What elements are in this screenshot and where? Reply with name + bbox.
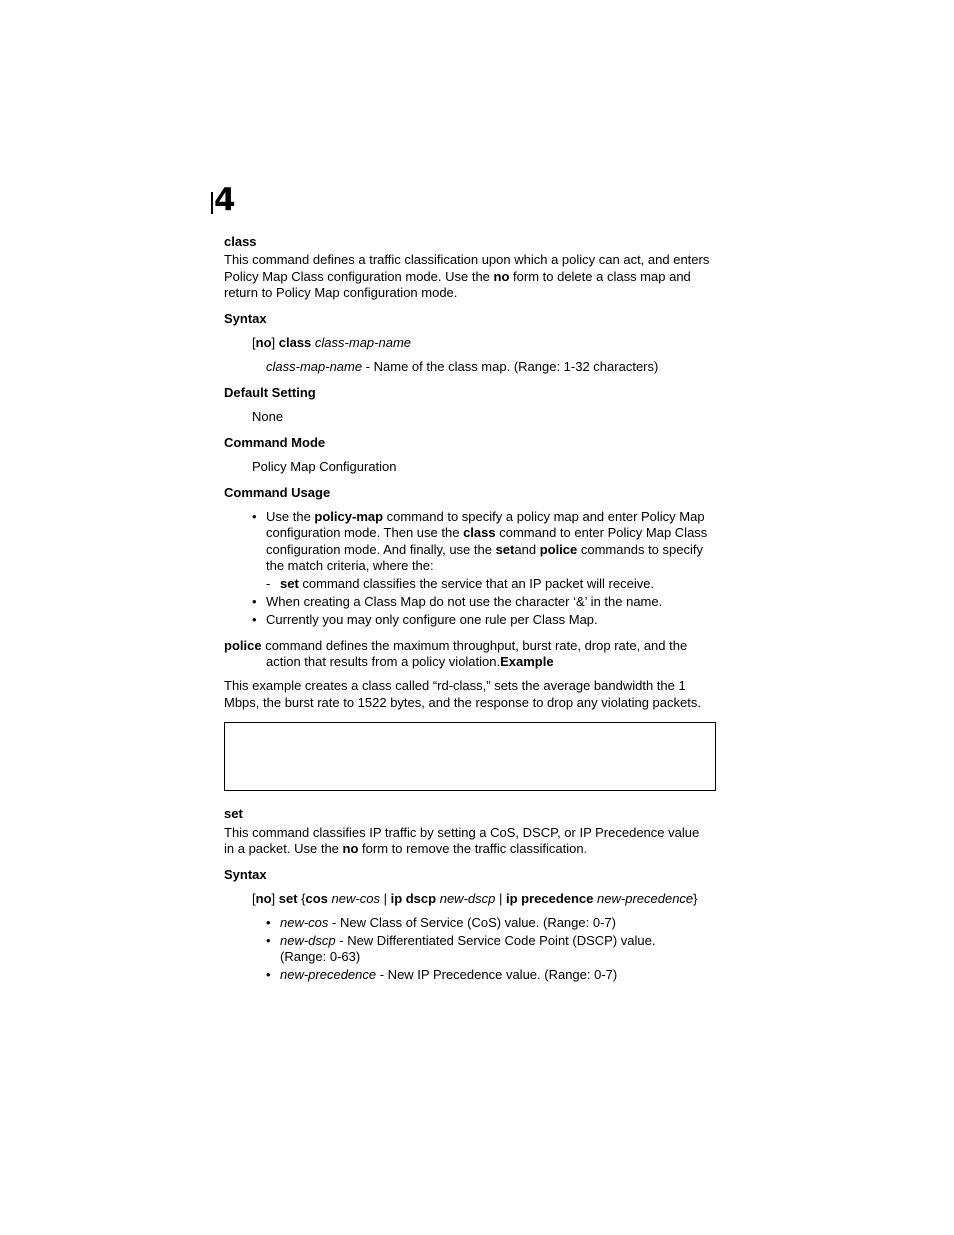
usage-item-1-line-2: configuration mode. Then use the class command to enter Policy Map Class <box>266 525 708 540</box>
default-setting-value: None <box>252 409 284 424</box>
usage-bullet-2: • <box>252 594 257 609</box>
class-syntax-heading: Syntax <box>224 311 267 326</box>
usage-item-1-line-1: Use the policy-map command to specify a policy map and enter Policy Map <box>266 509 705 524</box>
chapter-number: 4 <box>214 182 235 218</box>
usage-item-3: Currently you may only configure one rule per Class Map. <box>266 612 598 627</box>
set-syntax-heading: Syntax <box>224 867 267 882</box>
police-line-2: action that results from a policy violation.Example <box>266 654 554 669</box>
example-line-1: This example creates a class called “rd-class,” sets the average bandwidth the 1 <box>224 678 686 693</box>
set-heading: set <box>224 806 243 821</box>
set-param-new-cos: new-cos - New Class of Service (CoS) value. (Range: 0-7) <box>280 915 616 930</box>
class-desc-line-1: This command defines a traffic classification upon which a policy can act, and enters <box>224 252 710 267</box>
set-param-new-dscp: new-dscp - New Differentiated Service Code Point (DSCP) value. <box>280 933 656 948</box>
command-usage-heading: Command Usage <box>224 485 331 500</box>
class-syntax-line: [no] class class-map-name <box>252 335 412 350</box>
chapter-bar <box>211 192 213 214</box>
set-param-new-dscp-range: (Range: 0-63) <box>280 949 361 964</box>
usage-bullet-1: • <box>252 509 257 524</box>
example-line-2: Mbps, the burst rate to 1522 bytes, and the response to drop any violating packets. <box>224 695 701 710</box>
usage-sub-dash: - <box>266 576 271 591</box>
example-code-box <box>224 722 716 791</box>
usage-item-1-line-3: configuration mode. And finally, use the setand police commands to specify <box>266 542 703 557</box>
class-desc-line-2: Policy Map Class configuration mode. Use the no form to delete a class map and <box>224 269 691 284</box>
set-param-bullet-1: • <box>266 915 271 930</box>
set-param-bullet-2: • <box>266 933 271 948</box>
set-param-bullet-3: • <box>266 967 271 982</box>
chapter-marker <box>211 182 239 218</box>
usage-bullet-3: • <box>252 612 257 627</box>
class-heading: class <box>224 234 257 249</box>
set-desc-line-1: This command classifies IP traffic by setting a CoS, DSCP, or IP Precedence value <box>224 825 700 840</box>
usage-sub-item: set command classifies the service that an IP packet will receive. <box>280 576 655 591</box>
set-desc-line-2: in a packet. Use the no form to remove the traffic classification. <box>224 841 588 856</box>
usage-item-2: When creating a Class Map do not use the character ‘&’ in the name. <box>266 594 663 609</box>
set-syntax-line: [no] set {cos new-cos | ip dscp new-dscp | ip precedence new-precedence} <box>252 891 698 906</box>
command-mode-value: Policy Map Configuration <box>252 459 397 474</box>
command-mode-heading: Command Mode <box>224 435 326 450</box>
police-line-1: police command defines the maximum throughput, burst rate, drop rate, and the <box>224 638 688 653</box>
usage-item-1-line-4: the match criteria, where the: <box>266 558 434 573</box>
class-param-line: class-map-name - Name of the class map. (Range: 1-32 characters) <box>266 359 659 374</box>
class-desc-line-3: return to Policy Map configuration mode. <box>224 285 458 300</box>
default-setting-heading: Default Setting <box>224 385 316 400</box>
set-param-new-precedence: new-precedence - New IP Precedence value. (Range: 0-7) <box>280 967 618 982</box>
